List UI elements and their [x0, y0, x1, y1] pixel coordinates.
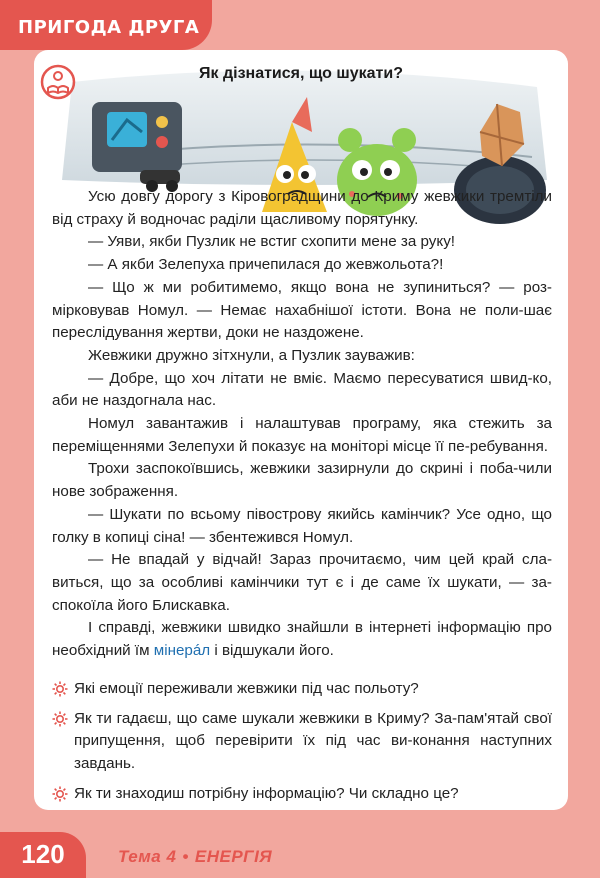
sun-bullet-icon	[52, 786, 68, 802]
chapter-title: ПРИГОДА ДРУГА	[18, 17, 200, 38]
story-paragraph: — Добре, що хоч літати не вміє. Маємо пересуватися швид-ко, аби не наздогнала нас.	[52, 369, 552, 410]
story-paragraph-final	[52, 617, 552, 662]
story-paragraph: Усю довгу дорогу з Кіровоградщини до Криму жевжики тремтіли від страху й водночас раділи щасливому порятунку.	[52, 188, 552, 228]
sun-bullet-icon	[52, 711, 68, 727]
topic-separator: •	[182, 847, 189, 866]
sun-bullet-icon	[52, 681, 68, 697]
question-item	[52, 783, 552, 806]
question-text: Які емоції переживали жевжики під час польоту?	[74, 680, 419, 697]
final-text-before: І справді, жевжики швидко знайшли в інтернеті інформацію про необхідний їм	[52, 619, 552, 660]
story-paragraph: — Не впадай у відчай! Зараз прочитаємо, чим цей край сла-виться, що за особливі камінчики тут є і де саме їх шукати, — за-спокоїла його Блискавка.	[52, 551, 552, 614]
content-card	[34, 50, 568, 810]
story-paragraph: — Шукати по всьому півострову якийсь камінчик? Усе одно, що голку в копиці сіна! — збентежився Номул.	[52, 505, 552, 546]
section-title: Як дізнатися, що шукати?	[199, 65, 403, 82]
story-paragraph: — Що ж ми робитимемо, якщо вона не зупиниться? — роз-мірковував Номул. — Немає нахабнішої істоти. Вона не поли-шає переслідування жертви, доки не наздожене.	[52, 278, 552, 342]
story-paragraph: — А якби Зелепуха причепилася до жевжольота?!	[88, 256, 444, 274]
question-item	[52, 678, 552, 701]
question-text: Як ти гадаєш, що саме шукали жевжики в Криму? За-пам'ятай свої припущення, щоб перевірити їх під час ви-конання наступних завдань.	[74, 709, 552, 773]
story-paragraph: — Уяви, якби Пузлик не встиг схопити мене за руку!	[88, 233, 456, 251]
story-paragraph: Трохи заспокоївшись, жевжики зазирнули до скрині і поба-чили нове зображення.	[52, 460, 552, 501]
story-text	[52, 186, 552, 663]
final-text-after: і відшукали його.	[210, 642, 334, 660]
question-list	[52, 678, 552, 813]
topic-number: Тема 4	[118, 847, 177, 866]
page-footer	[0, 820, 600, 878]
question-text: Як ти знаходиш потрібну інформацію? Чи складно це?	[74, 784, 459, 802]
page-number: 120	[0, 832, 86, 878]
topic-name: ЕНЕРГІЯ	[194, 847, 273, 866]
header-tab	[0, 0, 212, 50]
story-paragraph: Жевжики дружно зітхнули, а Пузлик зауважив:	[88, 346, 415, 364]
question-item	[52, 708, 552, 776]
story-paragraph: Номул завантажив і налаштував програму, яка стежить за переміщеннями Зелепухи й показує на моніторі місце її пе-ребування.	[52, 415, 552, 455]
topic-label	[118, 847, 272, 867]
mineral-term-link[interactable]: мінерáл	[153, 642, 211, 660]
